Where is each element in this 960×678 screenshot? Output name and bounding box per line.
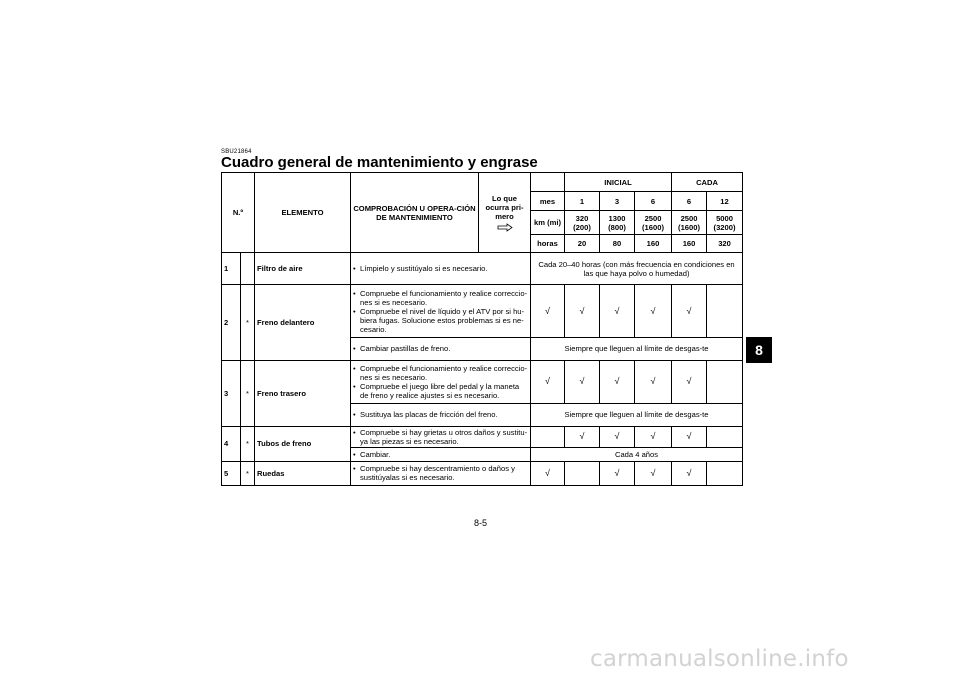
interval-value: 5000 (3200) — [707, 211, 743, 235]
row-element: Filtro de aire — [255, 253, 351, 285]
row-tasks — [351, 253, 531, 285]
task-item: • Compruebe el funcionamiento y realice correccio-nes si es necesario. — [353, 289, 528, 307]
row-subnote: Siempre que lleguen al límite de desgas-te — [531, 403, 743, 426]
interval-value: 160 — [672, 235, 707, 253]
check-cell: √ — [565, 426, 600, 447]
interval-value: 320 — [707, 235, 743, 253]
table-row — [222, 426, 743, 447]
interval-value: 80 — [600, 235, 635, 253]
interval-value: 1300 (800) — [600, 211, 635, 235]
header-first-label: Lo que ocurra pri-mero — [485, 193, 524, 221]
interval-value: 20 — [565, 235, 600, 253]
row-star: * — [241, 426, 255, 461]
row-subnote: Cada 4 años — [531, 447, 743, 461]
row-tasks — [351, 360, 531, 403]
chapter-tab: 8 — [746, 337, 772, 363]
row-number: 2 — [222, 285, 241, 360]
check-cell: √ — [672, 360, 707, 403]
check-cell: √ — [531, 461, 565, 485]
row-star — [241, 253, 255, 285]
row-number: 5 — [222, 461, 241, 485]
task-item: • Límpielo y sustitúyalo si es necesario. — [353, 264, 528, 273]
interval-value: 6 — [635, 192, 672, 211]
task-item: • Compruebe el nivel de líquido y el ATV por si hu-biera fugas. Solucione estos problemas si es ne-cesario. — [353, 307, 528, 334]
interval-value: 6 — [672, 192, 707, 211]
check-cell: √ — [565, 285, 600, 338]
row-element: Tubos de freno — [255, 426, 351, 461]
check-cell: √ — [635, 426, 672, 447]
empty-cell — [707, 360, 743, 403]
interval-value: 12 — [707, 192, 743, 211]
interval-value: 3 — [600, 192, 635, 211]
row-element: Ruedas — [255, 461, 351, 485]
row-number: 4 — [222, 426, 241, 461]
row-star: * — [241, 461, 255, 485]
check-cell: √ — [600, 426, 635, 447]
empty-cell — [531, 426, 565, 447]
header-row — [222, 173, 743, 192]
task-item: • Compruebe si hay descentramiento o daños y sustitúyalas si es necesario. — [353, 464, 528, 482]
row-subnote: Siempre que lleguen al límite de desgas-te — [531, 338, 743, 360]
watermark: carmanualsonline.info — [590, 646, 849, 672]
interval-label: mes — [531, 192, 565, 211]
row-tasks — [351, 461, 531, 485]
table-row — [222, 360, 743, 403]
maintenance-table — [221, 172, 743, 486]
task-item: • Compruebe el funcionamiento y realice correccio-nes si es necesario. — [353, 364, 528, 382]
row-subtask — [351, 403, 531, 426]
interval-value: 2500 (1600) — [672, 211, 707, 235]
header-first — [479, 173, 531, 253]
row-number: 1 — [222, 253, 241, 285]
header-blank — [531, 173, 565, 192]
table-row — [222, 461, 743, 485]
interval-label: horas — [531, 235, 565, 253]
check-cell: √ — [531, 285, 565, 338]
empty-cell — [565, 461, 600, 485]
row-subtask — [351, 338, 531, 360]
interval-value: 160 — [635, 235, 672, 253]
check-cell: √ — [531, 360, 565, 403]
check-cell: √ — [635, 285, 672, 338]
task-item: • Compruebe si hay grietas u otros daños y sustitu-ya las piezas si es necesario. — [353, 428, 528, 446]
task-item: • Compruebe el juego libre del pedal y la maneta de freno y realice ajustes si es necesario. — [353, 382, 528, 400]
header-element: ELEMENTO — [255, 173, 351, 253]
table-row — [222, 285, 743, 338]
interval-label: km (mi) — [531, 211, 565, 235]
empty-cell — [707, 461, 743, 485]
row-star: * — [241, 285, 255, 360]
row-subtask — [351, 447, 531, 461]
interval-value: 1 — [565, 192, 600, 211]
check-cell: √ — [600, 285, 635, 338]
page-number: 8-5 — [474, 518, 488, 528]
row-tasks — [351, 285, 531, 338]
table-row — [222, 253, 743, 285]
interval-value: 2500 (1600) — [635, 211, 672, 235]
check-cell: √ — [672, 285, 707, 338]
check-cell: √ — [672, 426, 707, 447]
task-item: • Sustituya las placas de fricción del freno. — [353, 410, 528, 419]
row-element: Freno delantero — [255, 285, 351, 360]
check-cell: √ — [635, 360, 672, 403]
row-number: 3 — [222, 360, 241, 426]
section-code: SBU21864 — [221, 149, 252, 155]
row-element: Freno trasero — [255, 360, 351, 426]
task-item: • Cambiar pastillas de freno. — [353, 344, 528, 353]
interval-value: 320 (200) — [565, 211, 600, 235]
check-cell: √ — [600, 461, 635, 485]
header-number: N.º — [222, 173, 255, 253]
row-note: Cada 20–40 horas (con más frecuencia en condiciones en las que haya polvo o humedad) — [531, 253, 743, 285]
check-cell: √ — [672, 461, 707, 485]
empty-cell — [707, 426, 743, 447]
empty-cell — [707, 285, 743, 338]
check-cell: √ — [635, 461, 672, 485]
check-cell: √ — [565, 360, 600, 403]
arrow-right-icon — [497, 223, 513, 232]
header-check: COMPROBACIÓN U OPERA-CIÓN DE MANTENIMIENTO — [351, 173, 479, 253]
header-every: CADA — [672, 173, 743, 192]
row-star: * — [241, 360, 255, 426]
check-cell: √ — [600, 360, 635, 403]
header-initial: INICIAL — [565, 173, 672, 192]
task-item: • Cambiar. — [353, 450, 528, 459]
page-title: Cuadro general de mantenimiento y engrase — [221, 154, 538, 171]
row-tasks — [351, 426, 531, 447]
